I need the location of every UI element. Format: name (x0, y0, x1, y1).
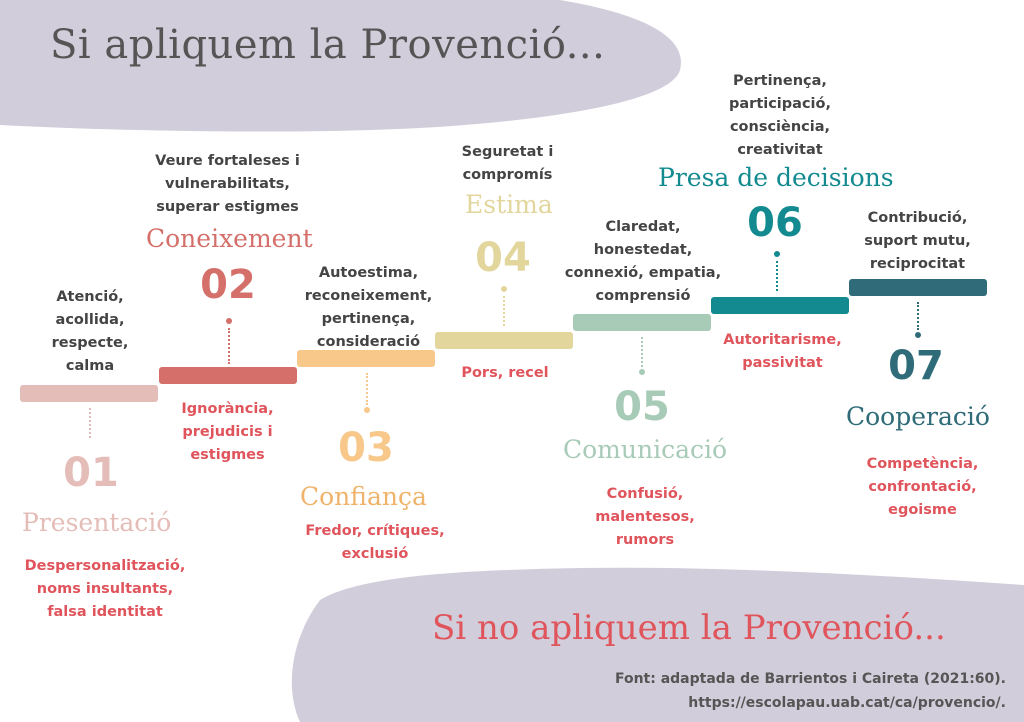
step-5-bar (573, 314, 711, 331)
step-7-name: Cooperació (846, 402, 990, 431)
step-1-negative: Despersonalització, noms insultants, falsa identitat (24, 558, 186, 620)
step-3-negative: Fredor, crítiques, exclusió (305, 523, 445, 562)
step-6-dot (774, 251, 780, 257)
step-3-number: 03 (338, 425, 394, 471)
step-7-dot (915, 332, 921, 338)
step-2-connector (228, 328, 230, 364)
step-2-dot (226, 318, 232, 324)
step-5-dot (639, 369, 645, 375)
step-6-positive: Pertinença, participació, consciència, creativitat (729, 73, 831, 158)
subtitle-negative: Si no apliquem la Provenció... (432, 608, 946, 648)
step-2-positive: Veure fortaleses i vulnerabilitats, superar estigmes (155, 153, 300, 215)
step-6-name: Presa de decisions (658, 163, 894, 192)
step-5-connector (641, 337, 643, 367)
step-4-dot (501, 286, 507, 292)
step-6-negative: Autoritarisme, passivitat (723, 332, 842, 371)
step-7-bar (849, 279, 987, 296)
step-3-dot (364, 407, 370, 413)
step-4-number: 04 (475, 235, 531, 281)
step-7-negative: Competència, confrontació, egoisme (866, 456, 979, 518)
step-2-name: Coneixement (146, 224, 313, 253)
step-2-number: 02 (200, 262, 256, 308)
step-6-number: 06 (747, 200, 803, 246)
step-6-connector (776, 261, 778, 291)
source-url[interactable]: https://escolapau.uab.cat/ca/provencio/. (688, 695, 1006, 711)
step-4-negative: Pors, recel (461, 365, 549, 381)
step-5-positive: Claredat, honestedat, connexió, empatia, comprensió (564, 219, 722, 304)
step-5-negative: Confusió, malentesos, rumors (595, 486, 695, 548)
step-1-number: 01 (63, 450, 119, 496)
step-4-positive: Seguretat i compromís (461, 144, 554, 183)
step-1-connector (89, 408, 91, 438)
step-7-number: 07 (888, 343, 944, 389)
step-3-name: Confiança (300, 482, 427, 511)
step-3-bar (297, 350, 435, 367)
step-6-bar (711, 297, 849, 314)
step-4-name: Estima (465, 190, 553, 219)
step-3-connector (366, 373, 368, 405)
step-2-bar (159, 367, 297, 384)
source-credit (615, 667, 1006, 715)
step-3-positive: Autoestima, reconeixement, pertinença, consideració (304, 265, 433, 350)
step-2-negative: Ignorància, prejudicis i estigmes (181, 401, 274, 463)
step-1-name: Presentació (22, 508, 172, 537)
step-5-name: Comunicació (563, 435, 728, 464)
source-line-1: Font: adaptada de Barrientos i Caireta (2021:60). (614, 671, 1006, 687)
step-4-bar (435, 332, 573, 349)
step-1-bar (20, 385, 158, 402)
page-title: Si apliquem la Provenció... (50, 22, 606, 68)
step-4-connector (503, 296, 505, 326)
step-5-number: 05 (614, 384, 670, 430)
step-7-positive: Contribució, suport mutu, reciprocitat (864, 210, 971, 272)
step-1-positive: Atenció, acollida, respecte, calma (51, 289, 129, 374)
step-7-connector (917, 302, 919, 330)
